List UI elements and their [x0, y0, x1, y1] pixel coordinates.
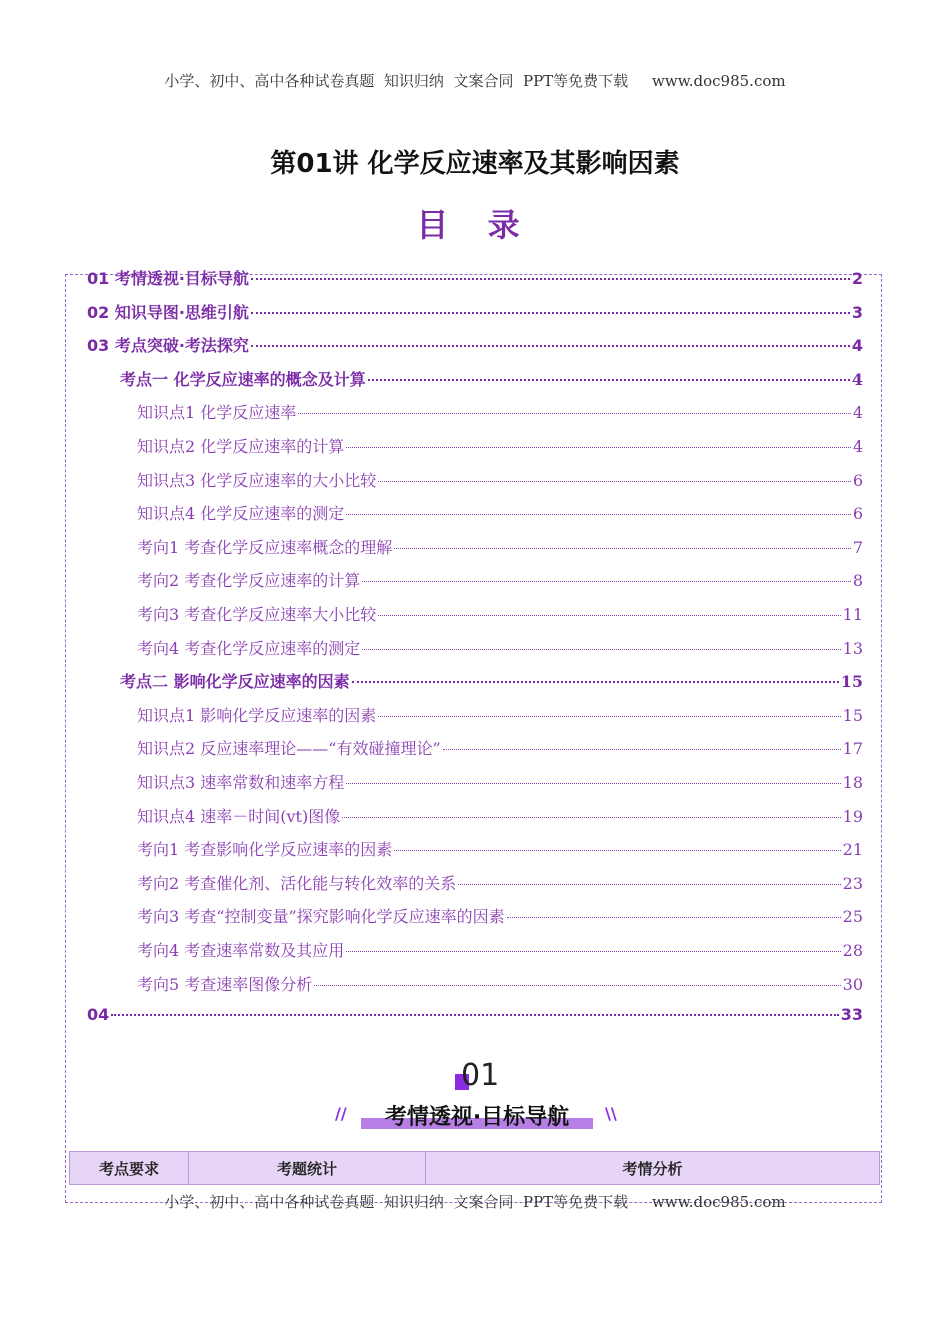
toc-dot-leader — [443, 749, 841, 750]
toc-entry[interactable] — [120, 367, 863, 390]
toc-entry-title: 知识点4 速率－时间(vt)图像 — [137, 806, 341, 826]
toc-entry-title: 01 考情透视·目标导航 — [87, 269, 249, 288]
toc-entry-title: 考点二 影响化学反应速率的因素 — [120, 672, 350, 692]
toc-entry-page: 11 — [842, 605, 863, 624]
toc-entry[interactable] — [137, 602, 863, 625]
toc-entry-title: 知识点3 化学反应速率的大小比较 — [137, 470, 377, 490]
toc-entry[interactable] — [137, 636, 863, 659]
toc-entry-page: 4 — [851, 369, 863, 389]
toc-entry-title: 考向2 考查化学反应速率的计算 — [137, 571, 361, 591]
toc-entry[interactable] — [137, 736, 863, 759]
toc-entry-title: 03 考点突破·考法探究 — [87, 336, 249, 356]
toc-entry-title: 考点一 化学反应速率的概念及计算 — [120, 369, 366, 389]
table-header-cell: 考题统计 — [189, 1152, 426, 1184]
toc-entry[interactable] — [137, 535, 863, 558]
toc-entry-page: 25 — [842, 907, 863, 927]
toc-entry[interactable] — [137, 904, 863, 927]
toc-dot-leader — [346, 783, 840, 784]
toc-entry-title: 04 — [87, 1005, 110, 1025]
toc-entry-title: 考向3 考查“控制变量”探究影响化学反应速率的因素 — [137, 907, 505, 927]
slash-right-decoration: \\ — [605, 1104, 617, 1123]
toc-entry-page: 17 — [842, 739, 863, 759]
page-title: 第01讲 化学反应速率及其影响因素 — [270, 149, 680, 179]
toc-entry[interactable] — [87, 266, 863, 289]
toc-entry-title: 知识点1 影响化学反应速率的因素 — [137, 705, 377, 725]
toc-dot-leader — [342, 817, 840, 818]
toc-entry-page: 21 — [842, 840, 863, 860]
toc-entry[interactable] — [137, 703, 863, 726]
toc-entry[interactable] — [87, 1005, 863, 1024]
toc-entry-title: 考向3 考查化学反应速率大小比较 — [137, 605, 377, 624]
toc-entry-page: 19 — [842, 806, 863, 826]
toc-entry-page: 15 — [842, 705, 863, 725]
toc-entry-page: 13 — [842, 638, 863, 658]
toc-entry-title: 考向2 考查催化剂、活化能与转化效率的关系 — [137, 873, 457, 893]
toc-entry-title: 知识点2 反应速率理论——“有效碰撞理论” — [137, 739, 441, 759]
toc-dot-leader — [298, 413, 851, 414]
toc-entry[interactable] — [137, 837, 863, 860]
toc-entry[interactable] — [87, 300, 863, 323]
section-title-banner — [335, 1102, 620, 1132]
toc-entry-page: 3 — [851, 302, 863, 322]
toc-dot-leader — [362, 581, 851, 582]
toc-dot-leader — [314, 985, 840, 986]
toc-dot-leader — [378, 481, 851, 482]
toc-entry-title: 考向1 考查影响化学反应速率的因素 — [137, 840, 393, 860]
toc-entry-title: 02 知识导图·思维引航 — [87, 302, 249, 322]
toc-dot-leader — [378, 716, 840, 717]
toc-entry-title: 考向1 考查化学反应速率概念的理解 — [137, 537, 393, 557]
toc-dot-leader — [368, 379, 850, 381]
toc-entry[interactable] — [137, 501, 863, 524]
toc-entry-title: 知识点4 化学反应速率的测定 — [137, 504, 345, 524]
toc-dot-leader — [346, 514, 851, 515]
toc-entry[interactable] — [137, 871, 863, 894]
toc-entry-page: 6 — [852, 504, 863, 524]
toc-entry[interactable] — [137, 400, 863, 423]
section-number-badge — [455, 1058, 515, 1096]
toc-dot-leader — [378, 615, 840, 616]
toc-entry-title: 考向4 考查速率常数及其应用 — [137, 941, 345, 960]
toc-entry-page: 2 — [851, 269, 863, 288]
toc-dot-leader — [458, 884, 840, 885]
table-header-cell: 考情分析 — [622, 1159, 683, 1178]
toc-entry-page: 18 — [842, 773, 863, 792]
toc-dot-leader — [346, 951, 840, 952]
section-title: 考情透视·目标导航 — [384, 1105, 570, 1130]
toc-dot-leader — [352, 681, 839, 683]
toc-entry[interactable] — [120, 669, 863, 692]
toc-entry[interactable] — [137, 434, 863, 457]
toc-entry-page: 4 — [852, 403, 863, 423]
toc-entry-page: 6 — [852, 470, 863, 490]
toc-entry-page: 28 — [842, 941, 863, 960]
toc-dot-leader — [507, 917, 841, 918]
toc-dot-leader — [362, 649, 840, 650]
toc-entry-title: 知识点2 化学反应速率的计算 — [137, 437, 345, 456]
toc-dot-leader — [394, 548, 851, 549]
toc-entry-page: 4 — [851, 336, 863, 356]
toc-entry-page: 8 — [852, 571, 863, 591]
toc-entry-page: 7 — [852, 537, 863, 557]
toc-entry[interactable] — [137, 770, 863, 793]
toc-dot-leader — [251, 278, 850, 280]
toc-dot-leader — [251, 345, 850, 347]
toc-entry-page: 30 — [842, 974, 863, 994]
toc-dot-leader — [394, 850, 840, 851]
page-footer: 小学、初中、高中各种试卷真题 知识归纳 文案合同 PPT等免费下载 www.doc985.com — [164, 1193, 786, 1211]
toc-entry-page: 15 — [840, 672, 863, 692]
toc-entry[interactable] — [87, 333, 863, 356]
slash-left-decoration: // — [335, 1104, 347, 1123]
toc-dot-leader — [251, 312, 850, 314]
toc-dot-leader — [346, 447, 851, 448]
toc-heading: 目 录 — [416, 206, 534, 244]
toc-entry-title: 知识点1 化学反应速率 — [137, 403, 297, 423]
toc-entry-title: 考向4 考查化学反应速率的测定 — [137, 638, 361, 658]
page-header: 小学、初中、高中各种试卷真题 知识归纳 文案合同 PPT等免费下载 www.doc985.com — [164, 72, 786, 90]
toc-entry[interactable] — [137, 972, 863, 995]
toc-entry-title: 知识点3 速率常数和速率方程 — [137, 773, 345, 792]
toc-entry-title: 考向5 考查速率图像分析 — [137, 974, 313, 994]
toc-entry-page: 23 — [842, 873, 863, 893]
toc-entry[interactable] — [137, 568, 863, 591]
toc-entry[interactable] — [137, 468, 863, 491]
exam-analysis-table-header — [69, 1151, 880, 1185]
toc-entry[interactable] — [137, 804, 863, 827]
toc-dot-leader — [111, 1014, 838, 1016]
section-number: 01 — [461, 1058, 500, 1093]
toc-entry[interactable] — [137, 938, 863, 961]
toc-entry-page: 4 — [852, 437, 863, 456]
toc-entry-page: 33 — [840, 1005, 863, 1025]
table-header-cell: 考点要求 — [70, 1152, 189, 1184]
